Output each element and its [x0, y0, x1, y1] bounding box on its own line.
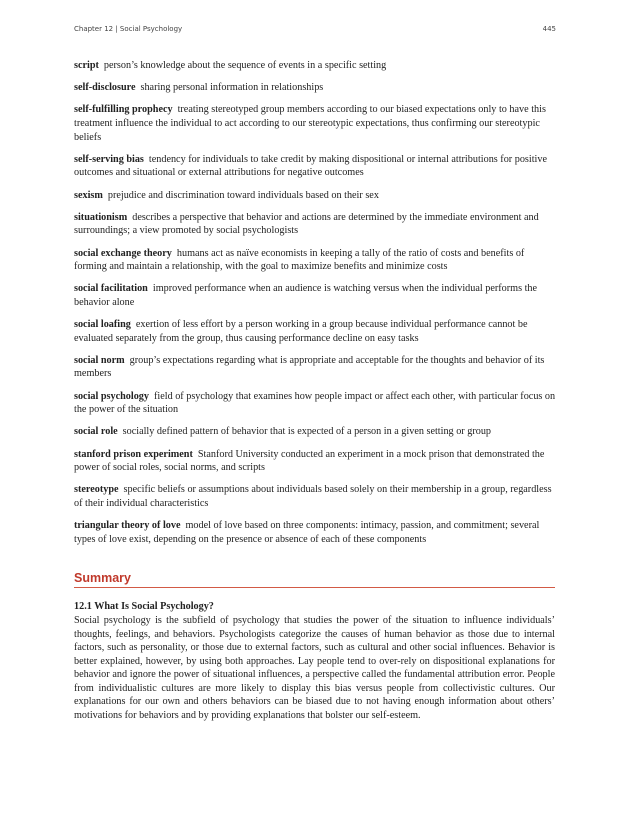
glossary-definition: tendency for individuals to take credit by making dispositional or internal attributions for positive outcomes and situational or external attributions for negative outcomes — [74, 153, 547, 179]
glossary-entry — [74, 519, 559, 546]
glossary-definition: prejudice and discrimination toward individuals based on their sex — [107, 189, 379, 201]
glossary-entry — [74, 153, 559, 180]
glossary-term: script — [74, 60, 99, 71]
glossary-entry — [74, 318, 559, 345]
glossary-entry — [74, 247, 559, 274]
glossary-definition: group’s expectations regarding what is appropriate and acceptable for the thoughts and behavior of its members — [74, 354, 545, 380]
summary-paragraph: Social psychology is the subfield of psychology that studies the power of the situation to influence individuals’ thoughts, feelings, and behaviors. Psychologists categorize the causes of human behavior as those due to internal factors, such as personality, or those due to external factors, such as cultural and other social influences. Behavior is better explained, however, by using both approaches. Lay people tend to over-rely on dispositional explanations for behavior and ignore the power of situational influences, a perspective called the fundamental attribution error. People from individualistic cultures are more likely to display this bias versus people from collectivistic cultures. Our explanations for our own and others behaviors can be biased due to not having enough information about others’ motivations for behaviors and by providing explanations that bolster our self-esteem. — [74, 615, 555, 721]
glossary-entry — [74, 483, 559, 510]
summary-heading: Summary — [74, 571, 555, 588]
glossary-list — [74, 59, 559, 555]
glossary-term: social psychology — [74, 390, 149, 402]
glossary-term: self-disclosure — [74, 82, 136, 94]
glossary-definition: socially defined pattern of behavior that is expected of a person in a given setting or group — [122, 426, 492, 438]
glossary-entry — [74, 81, 559, 95]
glossary-entry — [74, 282, 559, 309]
glossary-term: social loafing — [74, 319, 131, 331]
glossary-entry — [74, 189, 559, 203]
glossary-definition: improved performance when an audience is watching versus when the individual performs the behavior alone — [74, 283, 538, 308]
glossary-definition: specific beliefs or assumptions about individuals based solely on their membership in a group, regardless of their individual characteristics — [74, 484, 552, 509]
glossary-entry — [74, 425, 559, 439]
glossary-term: triangular theory of love — [74, 520, 181, 532]
glossary-term: self-fulfilling prophecy — [74, 104, 173, 116]
glossary-definition: person’s knowledge about the sequence of events in a specific setting — [103, 60, 387, 71]
glossary-term: stanford prison experiment — [74, 448, 193, 460]
glossary-definition: sharing personal information in relationships — [140, 82, 324, 94]
glossary-term: social role — [74, 426, 118, 438]
chapter-title: Chapter 12 | Social Psychology — [74, 25, 183, 33]
glossary-term: social norm — [74, 354, 125, 366]
section-heading: 12.1 What Is Social Psychology? — [74, 601, 214, 612]
glossary-term: stereotype — [74, 484, 119, 496]
page-number: 445 — [542, 25, 556, 33]
glossary-term: social facilitation — [74, 283, 148, 295]
glossary-entry — [74, 103, 559, 144]
glossary-entry — [74, 211, 559, 238]
glossary-term: social exchange theory — [74, 247, 172, 259]
glossary-definition: describes a perspective that behavior and actions are determined by the immediate environment and surroundings; a view promoted by social psychologists — [74, 211, 539, 237]
glossary-definition: treating stereotyped group members according to our biased expectations only to have this treatment influence the individual to act according to our stereotypic expectations, thus confirming our stereotypic beliefs — [74, 104, 546, 143]
glossary-definition: Stanford University conducted an experiment in a mock prison that demonstrated the power of social roles, social norms, and scripts — [74, 448, 545, 474]
glossary-definition: model of love based on three components: intimacy, passion, and commitment; several types of love exist, depending on the presence or absence of each of these components — [74, 520, 540, 545]
glossary-entry — [74, 448, 559, 475]
glossary-term: situationism — [74, 211, 128, 223]
glossary-definition: field of psychology that examines how people impact or affect each other, with particular focus on the power of the situation — [74, 390, 556, 416]
glossary-term: self-serving bias — [74, 153, 144, 165]
glossary-entry — [74, 390, 559, 417]
glossary-definition: humans act as naïve economists in keeping a tally of the ratio of costs and benefits of forming and maintain a relationship, with the goal to maximize benefits and minimize costs — [74, 247, 525, 273]
glossary-term: sexism — [74, 189, 103, 201]
glossary-entry — [74, 354, 559, 381]
glossary-definition: exertion of less effort by a person working in a group because individual performance cannot be evaluated separately from the group, thus causing performance decline on easy tasks — [74, 319, 528, 344]
glossary-entry — [74, 59, 559, 73]
